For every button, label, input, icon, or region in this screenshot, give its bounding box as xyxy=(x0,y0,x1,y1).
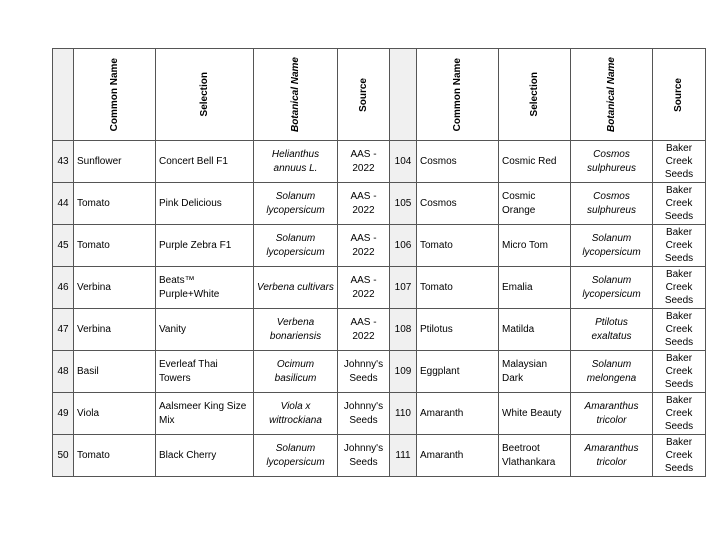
source-header-right: Source xyxy=(653,49,706,141)
source-cell: Johnny's Seeds xyxy=(338,393,390,435)
botanical-name-cell: Verbena cultivars xyxy=(254,267,338,309)
table-row xyxy=(53,309,706,351)
common-name-cell: Verbina xyxy=(74,267,156,309)
selection-cell: Concert Bell F1 xyxy=(156,141,254,183)
botanical-name-cell-right: Cosmos sulphureus xyxy=(571,141,653,183)
row-number-right: 106 xyxy=(390,225,417,267)
common-name-cell: Tomato xyxy=(74,435,156,477)
row-number-right: 110 xyxy=(390,393,417,435)
number-column-header xyxy=(53,49,74,141)
botanical-name-cell-right: Ptilotus exaltatus xyxy=(571,309,653,351)
header-row xyxy=(53,49,706,141)
row-number: 48 xyxy=(53,351,74,393)
selection-cell: Pink Delicious xyxy=(156,183,254,225)
source-header: Source xyxy=(338,49,390,141)
plant-table xyxy=(52,48,706,477)
common-name-cell: Verbina xyxy=(74,309,156,351)
selection-cell: Beats™ Purple+White xyxy=(156,267,254,309)
source-cell: Johnny's Seeds xyxy=(338,435,390,477)
botanical-name-header: Botanical Name xyxy=(254,49,338,141)
source-cell: AAS - 2022 xyxy=(338,141,390,183)
common-name-cell-right: Cosmos xyxy=(417,183,499,225)
row-number: 44 xyxy=(53,183,74,225)
botanical-name-cell-right: Solanum lycopersicum xyxy=(571,225,653,267)
source-cell-right: Baker Creek Seeds xyxy=(653,393,706,435)
selection-cell-right: Cosmic Orange xyxy=(499,183,571,225)
source-cell: AAS - 2022 xyxy=(338,183,390,225)
source-cell: AAS - 2022 xyxy=(338,267,390,309)
botanical-name-cell-right: Solanum melongena xyxy=(571,351,653,393)
common-name-cell-right: Tomato xyxy=(417,225,499,267)
row-number: 45 xyxy=(53,225,74,267)
row-number: 46 xyxy=(53,267,74,309)
botanical-name-header-right: Botanical Name xyxy=(571,49,653,141)
botanical-name-cell: Solanum lycopersicum xyxy=(254,225,338,267)
source-cell-right: Baker Creek Seeds xyxy=(653,435,706,477)
table-row xyxy=(53,435,706,477)
row-number-right: 108 xyxy=(390,309,417,351)
row-number: 49 xyxy=(53,393,74,435)
common-name-cell-right: Amaranth xyxy=(417,393,499,435)
common-name-cell: Basil xyxy=(74,351,156,393)
row-number: 43 xyxy=(53,141,74,183)
row-number: 50 xyxy=(53,435,74,477)
number-column-header-right xyxy=(390,49,417,141)
table-row xyxy=(53,183,706,225)
source-cell-right: Baker Creek Seeds xyxy=(653,183,706,225)
common-name-header: Common Name xyxy=(74,49,156,141)
selection-cell: Black Cherry xyxy=(156,435,254,477)
selection-cell-right: Matilda xyxy=(499,309,571,351)
common-name-cell: Tomato xyxy=(74,225,156,267)
botanical-name-cell: Viola x wittrockiana xyxy=(254,393,338,435)
selection-cell-right: Micro Tom xyxy=(499,225,571,267)
botanical-name-cell: Helianthus annuus L. xyxy=(254,141,338,183)
selection-cell-right: Malaysian Dark xyxy=(499,351,571,393)
source-cell-right: Baker Creek Seeds xyxy=(653,225,706,267)
common-name-cell-right: Cosmos xyxy=(417,141,499,183)
source-cell: AAS - 2022 xyxy=(338,309,390,351)
common-name-cell: Tomato xyxy=(74,183,156,225)
selection-header: Selection xyxy=(156,49,254,141)
selection-cell-right: Cosmic Red xyxy=(499,141,571,183)
row-number: 47 xyxy=(53,309,74,351)
source-cell-right: Baker Creek Seeds xyxy=(653,141,706,183)
common-name-cell: Sunflower xyxy=(74,141,156,183)
botanical-name-cell-right: Amaranthus tricolor xyxy=(571,393,653,435)
selection-header-right: Selection xyxy=(499,49,571,141)
common-name-header-right: Common Name xyxy=(417,49,499,141)
table-row xyxy=(53,141,706,183)
selection-cell: Vanity xyxy=(156,309,254,351)
source-cell-right: Baker Creek Seeds xyxy=(653,267,706,309)
selection-cell-right: Beetroot Vlathankara xyxy=(499,435,571,477)
row-number-right: 104 xyxy=(390,141,417,183)
table-row xyxy=(53,393,706,435)
botanical-name-cell-right: Cosmos sulphureus xyxy=(571,183,653,225)
source-cell: AAS - 2022 xyxy=(338,225,390,267)
row-number-right: 109 xyxy=(390,351,417,393)
selection-cell: Aalsmeer King Size Mix xyxy=(156,393,254,435)
common-name-cell-right: Amaranth xyxy=(417,435,499,477)
botanical-name-cell-right: Amaranthus tricolor xyxy=(571,435,653,477)
botanical-name-cell: Ocimum basilicum xyxy=(254,351,338,393)
common-name-cell-right: Ptilotus xyxy=(417,309,499,351)
selection-cell: Purple Zebra F1 xyxy=(156,225,254,267)
common-name-cell-right: Tomato xyxy=(417,267,499,309)
source-cell-right: Baker Creek Seeds xyxy=(653,309,706,351)
botanical-name-cell: Verbena bonariensis xyxy=(254,309,338,351)
source-cell: Johnny's Seeds xyxy=(338,351,390,393)
table-row xyxy=(53,351,706,393)
selection-cell-right: White Beauty xyxy=(499,393,571,435)
source-cell-right: Baker Creek Seeds xyxy=(653,351,706,393)
row-number-right: 111 xyxy=(390,435,417,477)
botanical-name-cell: Solanum lycopersicum xyxy=(254,435,338,477)
row-number-right: 107 xyxy=(390,267,417,309)
table-row xyxy=(53,267,706,309)
common-name-cell-right: Eggplant xyxy=(417,351,499,393)
row-number-right: 105 xyxy=(390,183,417,225)
selection-cell: Everleaf Thai Towers xyxy=(156,351,254,393)
botanical-name-cell-right: Solanum lycopersicum xyxy=(571,267,653,309)
botanical-name-cell: Solanum lycopersicum xyxy=(254,183,338,225)
table-row xyxy=(53,225,706,267)
common-name-cell: Viola xyxy=(74,393,156,435)
selection-cell-right: Emalia xyxy=(499,267,571,309)
